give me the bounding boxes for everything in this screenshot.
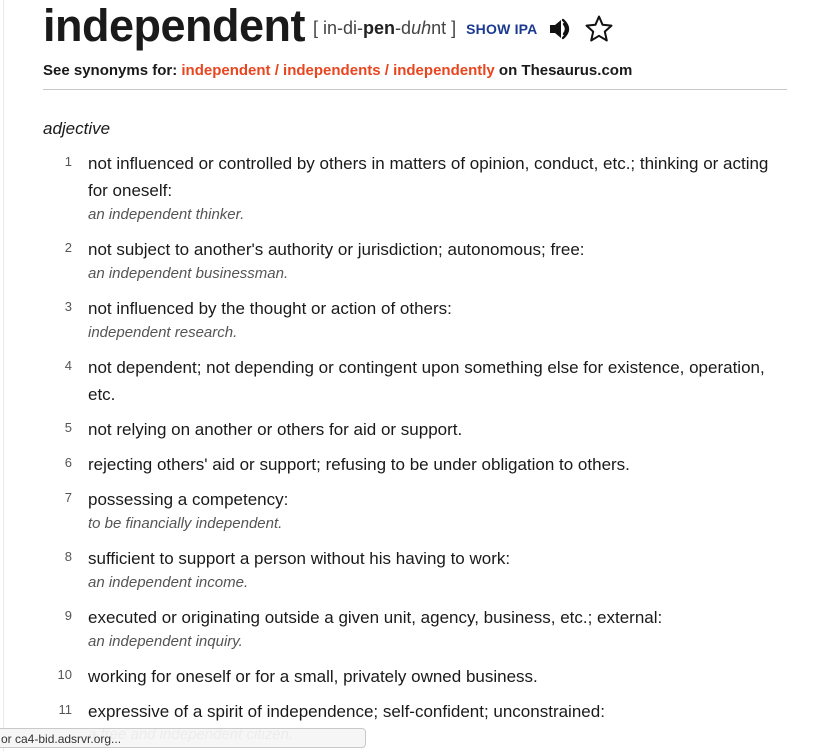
definition-text: expressive of a spirit of independence; self-confident; unconstrained: <box>88 702 605 721</box>
pronunciation: [ in-di-pen-duhnt ] <box>313 17 457 38</box>
definition-number: 9 <box>64 608 72 623</box>
definition-text: working for oneself or for a small, privately owned business. <box>88 667 538 686</box>
definition-number: 2 <box>64 240 72 255</box>
definition-text: not influenced or controlled by others in matters of opinion, conduct, etc.; thinking or acting for oneself: an independent thinker. <box>88 150 778 226</box>
definition-number: 10 <box>57 667 72 682</box>
headword: independent <box>43 0 305 51</box>
definition-number: 6 <box>64 455 72 470</box>
definition-text: rejecting others' aid or support; refusing to be under obligation to others. <box>88 455 630 474</box>
definition-number: 11 <box>58 702 72 717</box>
definition-number: 3 <box>64 299 72 314</box>
definition-example: to be financially independent. <box>88 515 283 532</box>
headword-row <box>43 0 614 52</box>
star-outline-icon[interactable] <box>584 14 614 44</box>
definition-text: not subject to another's authority or jurisdiction; autonomous; free: an independent businessman. <box>88 236 778 285</box>
definition-number: 5 <box>64 420 72 435</box>
definition-text: executed or originating outside a given unit, agency, business, etc.; external: an independent inquiry. <box>88 604 778 653</box>
definition-text: not influenced by the thought or action of others: independent research. <box>88 295 778 344</box>
synonyms-line <box>43 62 632 79</box>
browser-status-bar: or ca4-bid.adsrvr.org... <box>0 728 366 748</box>
definition-text: sufficient to support a person without his having to work: an independent income. <box>88 545 778 594</box>
definition-number: 4 <box>64 358 72 373</box>
part-of-speech: adjective <box>43 119 111 138</box>
definition-number: 7 <box>64 490 72 505</box>
definition-example: an independent inquiry. <box>88 633 243 650</box>
definition-number: 8 <box>64 549 72 564</box>
definition-example: an independent income. <box>88 574 249 591</box>
speaker-icon[interactable] <box>548 16 574 42</box>
show-ipa-button[interactable]: SHOW IPA <box>466 21 538 37</box>
synonyms-suffix: on Thesaurus.com <box>498 62 633 79</box>
definition-example: an independent businessman. <box>88 265 289 282</box>
definition-text: not relying on another or others for aid or support. <box>88 420 463 439</box>
divider <box>43 89 787 90</box>
definition-number: 1 <box>64 154 72 169</box>
synonyms-link[interactable]: independent / independents / independently <box>181 62 495 79</box>
definition-text: possessing a competency: to be financially independent. <box>88 486 778 535</box>
left-border <box>3 0 4 751</box>
definition-example: an independent thinker. <box>88 206 245 223</box>
synonyms-prefix: See synonyms for: <box>43 62 178 79</box>
definition-text: not dependent; not depending or contingent upon something else for existence, operation, etc. <box>88 358 765 404</box>
definition-example: independent research. <box>88 324 238 341</box>
